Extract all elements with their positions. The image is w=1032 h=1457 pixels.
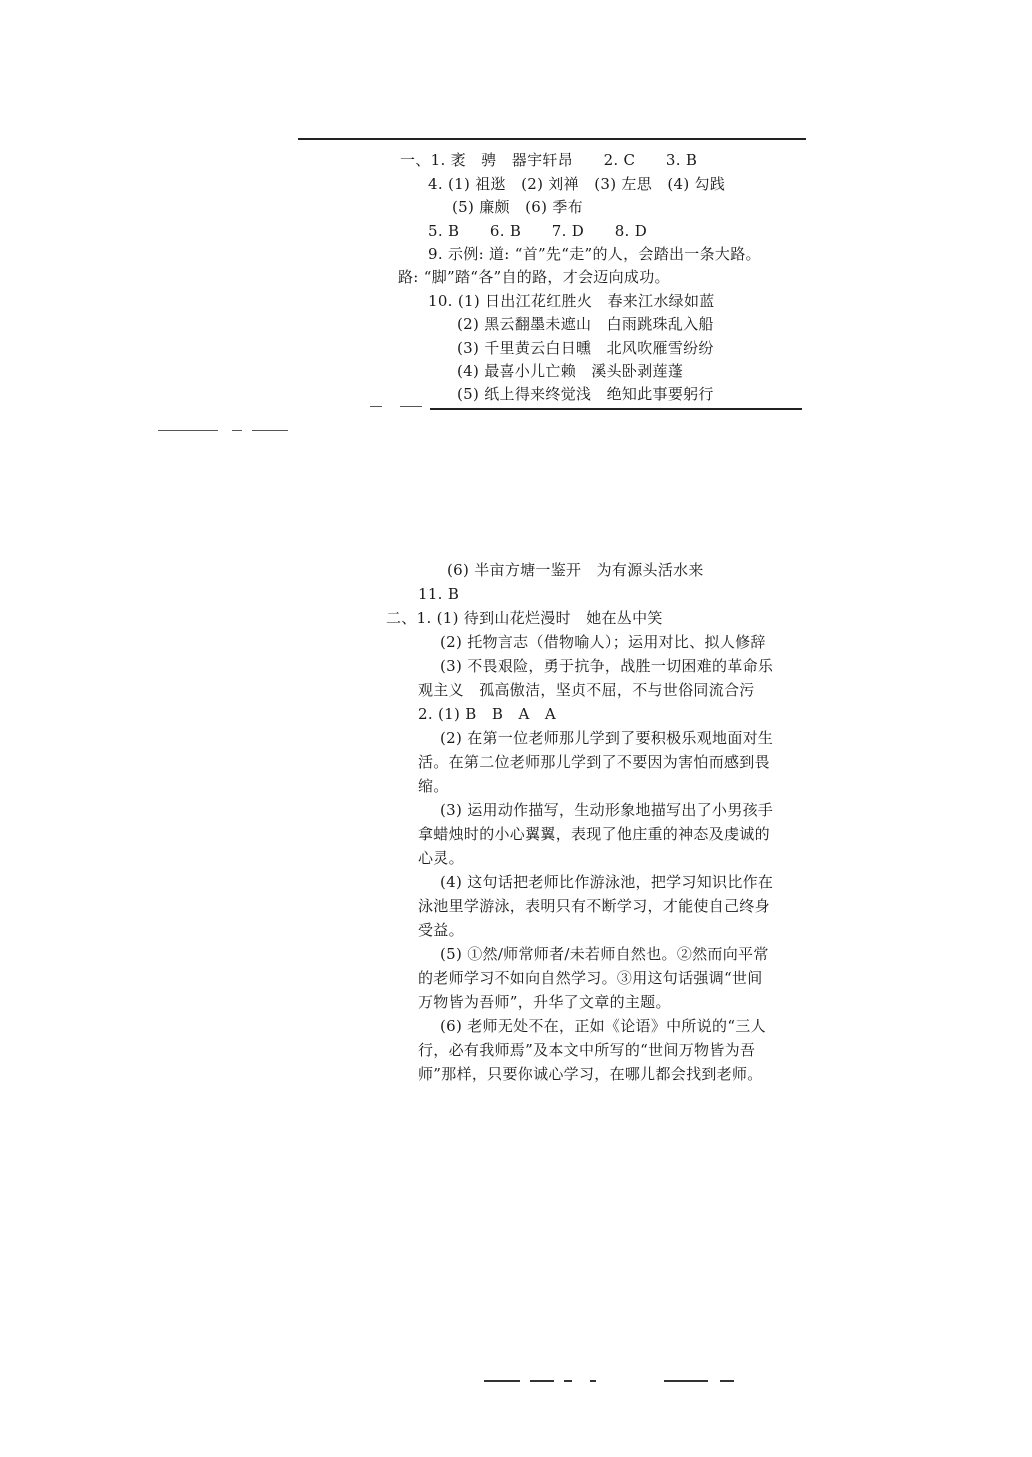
answer-line: 行，必有我师焉”及本文中所写的“世间万物皆为吾 [418,1041,756,1059]
answer-line: 2. (1) B B A A [418,705,557,723]
scan-artifact-smudge [484,1380,520,1382]
answer-line: 缩。 [418,777,449,795]
answer-line: (5) 纸上得来终觉浅 绝知此事要躬行 [457,385,714,403]
answer-line: 拿蜡烛时的小心翼翼，表现了他庄重的神态及虔诚的 [418,825,770,843]
answer-line: (3) 千里黄云白日曛 北风吹雁雪纷纷 [457,339,714,357]
scan-artifact-smudge [720,1380,734,1382]
scan-artifact-dash [252,430,288,431]
section-1-bottom-rule [430,408,802,410]
answer-line: 一、1. 袤 骋 器宇轩昂 2. C 3. B [400,151,698,169]
answer-line: 心灵。 [418,849,464,867]
answer-line: (3) 不畏艰险，勇于抗争，战胜一切困难的革命乐 [440,657,774,675]
answer-line: 师”那样，只要你诚心学习，在哪儿都会找到老师。 [418,1065,763,1083]
scan-artifact-smudge [564,1380,572,1382]
answer-line: 4. (1) 祖逖 (2) 刘禅 (3) 左思 (4) 勾践 [428,175,726,193]
answer-line: 9. 示例: 道: “首”先“走”的人，会踏出一条大路。 [428,245,761,263]
top-rule [298,138,806,140]
answer-line: 泳池里学游泳，表明只有不断学习，才能使自己终身 [418,897,770,915]
answer-line: (4) 最喜小儿亡赖 溪头卧剥莲蓬 [457,362,684,380]
scan-artifact-smudge [664,1380,708,1382]
answer-line: 观主义 孤高傲洁，坚贞不屈，不与世俗同流合污 [418,681,755,699]
section-1-dash [400,406,422,407]
section-1-dash [370,406,382,407]
scan-artifact-smudge [590,1380,596,1382]
answer-line: 路: “脚”踏“各”自的路，才会迈向成功。 [398,268,670,286]
answer-line: 的老师学习不如向自然学习。③用这句话强调“世间 [418,969,763,987]
answer-line: 活。在第二位老师那儿学到了不要因为害怕而感到畏 [418,753,770,771]
answer-line: (2) 在第一位老师那儿学到了要积极乐观地面对生 [440,729,774,747]
answer-line: (5) 廉颇 (6) 季布 [452,198,583,216]
answer-line: (6) 老师无处不在，正如《论语》中所说的“三人 [440,1017,766,1035]
answer-line: 5. B 6. B 7. D 8. D [428,222,648,240]
answer-line: (2) 托物言志（借物喻人）；运用对比、拟人修辞 [440,633,766,651]
scan-artifact-dash [158,430,218,431]
answer-line: (3) 运用动作描写，生动形象地描写出了小男孩手 [440,801,774,819]
answer-line: (2) 黑云翻墨未遮山 白雨跳珠乱入船 [457,315,714,333]
answer-line: 二、1. (1) 待到山花烂漫时 她在丛中笑 [386,609,663,627]
scan-artifact-smudge [530,1380,554,1382]
answer-line: 万物皆为吾师”，升华了文章的主题。 [418,993,671,1011]
scan-artifact-dash [232,430,242,431]
answer-line: (6) 半亩方塘一鉴开 为有源头活水来 [447,561,704,579]
answer-line: (5) ①然/师常师者/未若师自然也。②然而向平常 [440,945,769,963]
answer-line: 受益。 [418,921,464,939]
answer-line: 10. (1) 日出江花红胜火 春来江水绿如蓝 [428,292,715,310]
answer-line: (4) 这句话把老师比作游泳池，把学习知识比作在 [440,873,774,891]
answer-line: 11. B [418,585,460,603]
